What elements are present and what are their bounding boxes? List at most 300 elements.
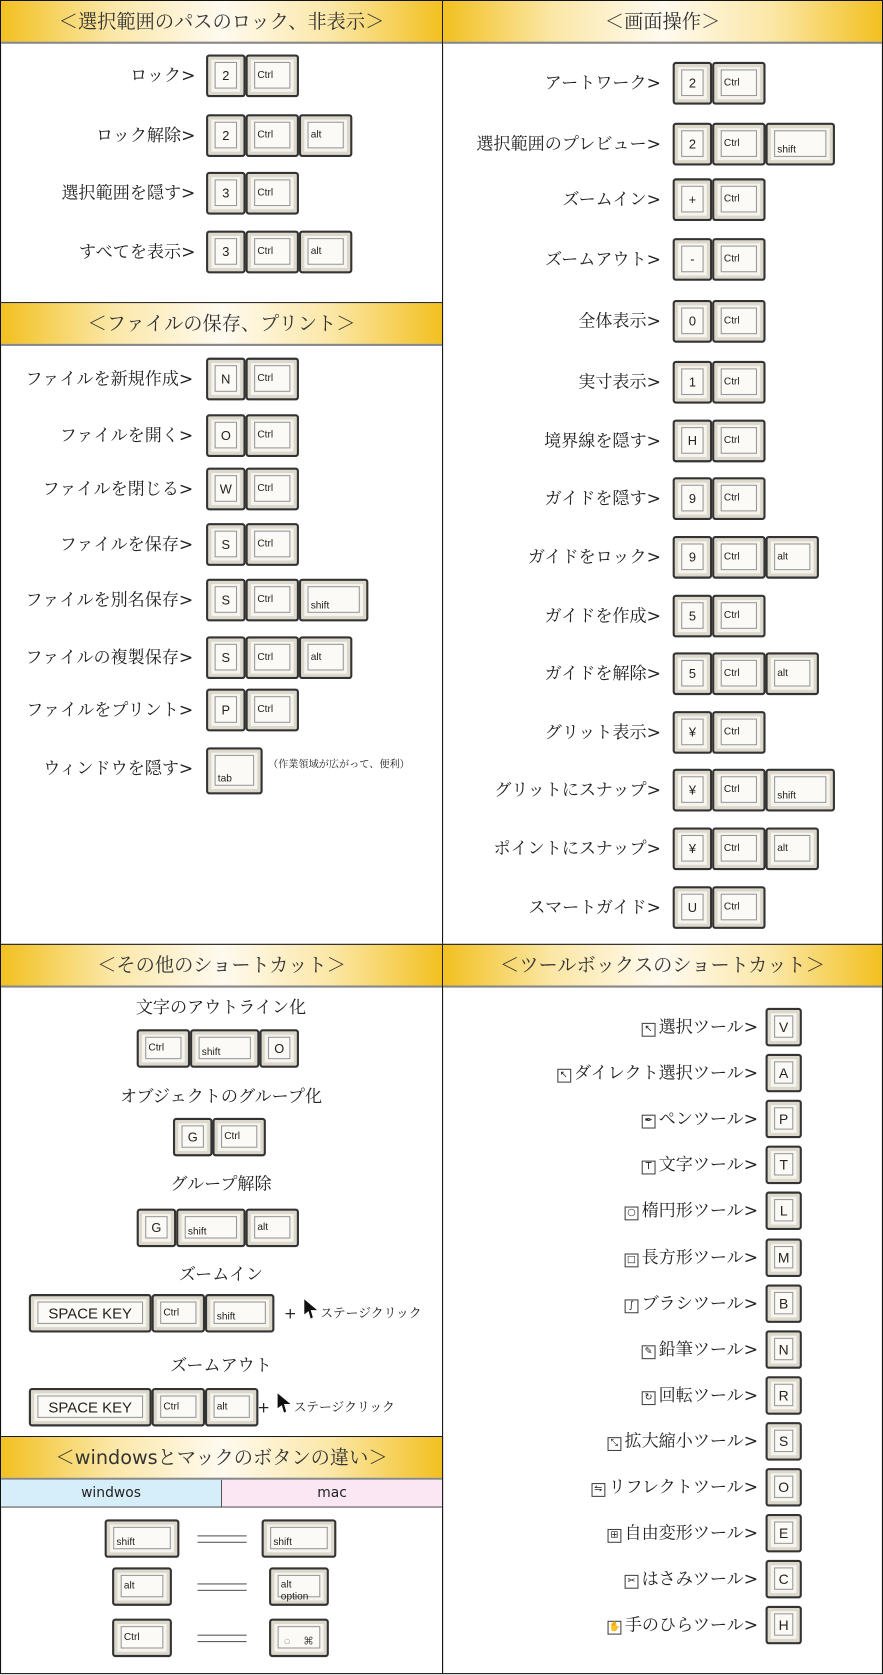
tool-label xyxy=(557,1062,758,1083)
tool-name: ペンツール> xyxy=(658,1108,759,1129)
key-o xyxy=(206,414,246,457)
key-combo xyxy=(29,1294,275,1332)
key-label: H xyxy=(778,1617,789,1634)
shortcut-label: ズームアウト> xyxy=(544,248,661,270)
key-shift xyxy=(262,1519,337,1557)
key-- xyxy=(673,769,713,812)
key-label: Ctrl xyxy=(163,1306,180,1319)
key-alt xyxy=(112,1567,172,1605)
key-label: shift xyxy=(777,790,796,802)
key-label: S xyxy=(779,1433,789,1450)
key-alt xyxy=(246,1209,299,1247)
key-ctrl xyxy=(246,231,299,274)
key-combo xyxy=(673,178,766,221)
key-label: Ctrl xyxy=(723,609,740,622)
tool-name: 選択ツール> xyxy=(658,1016,759,1037)
key-label: alt xyxy=(310,245,322,258)
tool-name: 長方形ツール> xyxy=(641,1246,759,1267)
key-- xyxy=(673,711,713,754)
hand-tool-icon: ✋ xyxy=(608,1621,622,1635)
key-a xyxy=(766,1054,802,1092)
key-ctrl xyxy=(246,358,299,401)
shortcut-label: ファイルを別名保存> xyxy=(25,589,194,610)
tool-key xyxy=(766,1054,802,1092)
key-2 xyxy=(673,62,713,105)
shortcut-label: スマートガイド> xyxy=(528,896,661,918)
key-2 xyxy=(673,123,713,166)
shortcut-label: ファイルを保存> xyxy=(59,533,194,555)
key-u xyxy=(673,886,713,929)
key-v xyxy=(766,1008,802,1046)
rectangle-tool-icon: □ xyxy=(625,1253,639,1267)
key-label: G xyxy=(151,1220,162,1236)
key-label: M xyxy=(777,1249,790,1266)
section-title: ＜選択範囲のパスのロック、非表示＞ xyxy=(1,1,442,44)
shortcut-label: ロック> xyxy=(130,65,196,86)
key-label: Ctrl xyxy=(163,1400,180,1413)
key-label: L xyxy=(779,1203,788,1220)
section-title: ＜ツールボックスのショートカット＞ xyxy=(443,945,882,988)
free-transform-tool-icon: ⊞ xyxy=(607,1529,621,1543)
key-label: P xyxy=(221,702,231,718)
shortcut-note: （作業領域が広がって、便利） xyxy=(267,759,410,771)
key-label: Ctrl xyxy=(723,375,740,388)
key-label: Ctrl xyxy=(257,245,274,258)
tool-name: はさみツール> xyxy=(641,1568,759,1589)
tool-key xyxy=(766,1238,802,1276)
command-icon: ⌘ xyxy=(303,1635,314,1648)
key-label: A xyxy=(779,1065,789,1082)
key-label: SPACE KEY xyxy=(48,1304,133,1322)
key-3 xyxy=(206,172,246,215)
tool-key xyxy=(766,1606,802,1644)
tool-name: リフレクトツール> xyxy=(608,1476,759,1497)
key-label: Ctrl xyxy=(257,538,274,550)
shortcut-label: ファイルを閉じる> xyxy=(42,478,194,499)
key-label: shift xyxy=(116,1536,135,1549)
rotate-tool-icon: ↻ xyxy=(642,1391,656,1405)
key-ctrl xyxy=(712,536,765,579)
key-label: 2 xyxy=(222,128,230,144)
key-combo xyxy=(673,477,766,520)
tool-label xyxy=(625,1293,759,1314)
section-title: ＜windowsとマックのボタンの違い＞ xyxy=(1,1437,442,1480)
key-label: ¥ xyxy=(688,782,696,798)
shortcut-label: 実寸表示> xyxy=(578,371,661,392)
tool-key xyxy=(766,1008,802,1046)
shortcut-label: ファイルをプリント> xyxy=(26,699,194,720)
tool-key xyxy=(766,1514,802,1552)
key-ctrl xyxy=(712,62,765,105)
key-combo xyxy=(206,231,352,274)
key-combo xyxy=(29,1388,259,1426)
key-space-key xyxy=(29,1388,152,1426)
key-c xyxy=(766,1560,802,1598)
key-ctrl xyxy=(212,1118,265,1156)
section-title: ＜ファイルの保存、プリント＞ xyxy=(1,303,442,346)
key-s xyxy=(766,1422,802,1460)
key-combo xyxy=(673,300,766,343)
key-l xyxy=(766,1192,802,1230)
key-combo xyxy=(206,468,299,511)
scale-tool-icon: ⤡ xyxy=(607,1437,621,1451)
key-t xyxy=(766,1146,802,1184)
cursor-icon xyxy=(303,1298,318,1324)
tool-label xyxy=(642,1339,758,1360)
key-label: Ctrl xyxy=(723,193,740,205)
key-label: Ctrl xyxy=(148,1042,165,1054)
key-label: Ctrl xyxy=(723,550,740,563)
key-combo xyxy=(206,358,299,401)
equals-sign xyxy=(198,1535,247,1542)
key-ctrl xyxy=(246,468,299,511)
key-ctrl xyxy=(246,579,299,622)
tool-key xyxy=(766,1284,802,1322)
key-5 xyxy=(673,595,713,638)
key-label: 2 xyxy=(688,75,696,91)
tool-name: ダイレクト選択ツール> xyxy=(573,1062,759,1083)
key-label: E xyxy=(779,1525,789,1542)
mac-column-header: mac xyxy=(222,1480,442,1508)
key-ctrl xyxy=(712,300,765,343)
brush-tool-icon: ∫ xyxy=(625,1299,639,1313)
shortcut-title: オブジェクトのグループ化 xyxy=(119,1085,323,1107)
key-9 xyxy=(673,477,713,520)
key-combo xyxy=(673,711,766,754)
key-s xyxy=(206,579,246,622)
key-o xyxy=(259,1029,299,1067)
key-label: Ctrl xyxy=(723,842,740,855)
shortcut-label: ファイルの複製保存> xyxy=(25,647,194,668)
key-label: Ctrl xyxy=(723,137,740,150)
key-e xyxy=(766,1514,802,1552)
key-combo xyxy=(673,420,766,463)
key-3 xyxy=(206,231,246,274)
key-label: alt xyxy=(777,550,789,563)
key-label: alt xyxy=(123,1580,135,1592)
scissors-tool-icon: ✂ xyxy=(625,1575,639,1589)
windows-key xyxy=(112,1567,172,1605)
key-combo xyxy=(673,769,835,812)
key-label: alt xyxy=(310,651,322,663)
key-label: O xyxy=(220,428,231,444)
ellipse-tool-icon: ○ xyxy=(625,1207,639,1221)
key-ctrl xyxy=(112,1619,172,1657)
tool-name: 楕円形ツール> xyxy=(641,1200,759,1221)
key-combo xyxy=(673,595,766,638)
shortcut-label: ファイルを新規作成> xyxy=(25,368,194,389)
key-combo xyxy=(206,579,368,622)
key-label: Ctrl xyxy=(723,901,740,913)
key-label: Ctrl xyxy=(723,667,740,680)
key-label: 5 xyxy=(688,666,696,682)
key-ctrl xyxy=(712,769,765,812)
key-ctrl xyxy=(137,1029,190,1067)
reflect-tool-icon: ⇋ xyxy=(591,1483,605,1497)
shortcut-label: 全体表示> xyxy=(578,310,661,331)
key-alt xyxy=(299,114,352,157)
key-ctrl xyxy=(246,523,299,566)
tool-name: ブラシツール> xyxy=(641,1292,759,1313)
shortcut-label: グリットにスナップ> xyxy=(494,779,661,800)
key-combo xyxy=(206,414,299,457)
key-label: Ctrl xyxy=(723,314,740,327)
key-label: Ctrl xyxy=(257,429,274,441)
section-title: ＜画面操作＞ xyxy=(443,1,882,44)
plus-sign: + xyxy=(257,1399,270,1417)
key-combo xyxy=(206,114,352,157)
key-label: N xyxy=(221,371,231,387)
key-label: R xyxy=(778,1387,789,1404)
key-label: 9 xyxy=(688,549,696,565)
key-ctrl xyxy=(246,54,299,97)
key-ctrl xyxy=(246,414,299,457)
key-label: Ctrl xyxy=(723,252,740,265)
key-label: alt xyxy=(257,1221,269,1234)
stage-click-label: ステージクリック xyxy=(293,1399,395,1415)
key-label: - xyxy=(690,251,695,267)
shortcut-label: ポイントにスナップ> xyxy=(493,838,661,859)
key-s xyxy=(206,636,246,679)
key-shift xyxy=(105,1519,180,1557)
key-label: shift xyxy=(201,1046,221,1059)
key-- xyxy=(673,178,713,221)
windows-key xyxy=(112,1619,172,1657)
key-- xyxy=(673,827,713,870)
key-label: V xyxy=(779,1019,789,1036)
key-label xyxy=(284,1636,314,1648)
key-combo xyxy=(206,54,299,97)
key-tab xyxy=(206,747,263,794)
key-label: alt xyxy=(777,667,789,680)
tool-label xyxy=(642,1385,758,1406)
key-ctrl xyxy=(712,420,765,463)
key-label: B xyxy=(779,1295,789,1312)
shortcut-label: グリット表示> xyxy=(544,721,661,743)
key-p xyxy=(766,1100,802,1138)
shortcut-title: ズームアウト xyxy=(170,1354,272,1376)
key-label: alt xyxy=(777,842,789,855)
key-shift xyxy=(299,579,368,622)
tool-key xyxy=(766,1146,802,1184)
key-5 xyxy=(673,652,713,695)
key-combo xyxy=(206,636,352,679)
key-label: Ctrl xyxy=(123,1631,140,1644)
key-shift xyxy=(766,123,835,166)
key-h xyxy=(673,420,713,463)
key-ctrl xyxy=(152,1388,205,1426)
tool-label xyxy=(625,1201,759,1222)
key-combo xyxy=(673,238,766,281)
tool-key xyxy=(766,1560,802,1598)
key-n xyxy=(766,1330,802,1368)
mac-key xyxy=(262,1519,337,1557)
selection-tool-icon: ↖ xyxy=(642,1023,656,1037)
key-h xyxy=(766,1606,802,1644)
key-alt xyxy=(299,636,352,679)
key-label: Ctrl xyxy=(723,434,740,447)
key-label: C xyxy=(778,1571,789,1588)
shortcut-label: ガイドを解除> xyxy=(544,663,661,684)
key-- xyxy=(673,238,713,281)
key-label: alt option xyxy=(280,1579,309,1603)
key-combo xyxy=(673,123,835,166)
shortcut-label: 境界線を隠す> xyxy=(544,430,661,451)
stage-click-label: ステージクリック xyxy=(320,1305,422,1321)
key-label: Ctrl xyxy=(257,129,274,141)
key-label: Ctrl xyxy=(257,703,274,716)
section-title: ＜その他のショートカット＞ xyxy=(1,945,442,988)
key-label: alt xyxy=(310,129,322,141)
shortcut-label: ガイドを作成> xyxy=(544,605,661,626)
key-alt xyxy=(766,652,819,695)
key-alt-option xyxy=(269,1567,329,1605)
key-label: W xyxy=(219,481,232,497)
tool-key xyxy=(766,1100,802,1138)
key-s xyxy=(206,523,246,566)
key-g xyxy=(173,1118,213,1156)
key-ctrl xyxy=(712,123,765,166)
key-combo xyxy=(137,1209,299,1247)
tool-label xyxy=(642,1108,758,1129)
shortcut-label: ガイドをロック> xyxy=(527,546,661,567)
key-shift xyxy=(205,1294,274,1332)
key-ctrl xyxy=(712,361,765,404)
key-label: ¥ xyxy=(688,724,696,740)
key-ctrl xyxy=(712,477,765,520)
pen-tool-icon: ✒ xyxy=(642,1115,656,1129)
shortcut-title: 文字のアウトライン化 xyxy=(135,997,307,1018)
equals-sign xyxy=(198,1635,247,1642)
key-label: alt xyxy=(216,1400,228,1413)
key-combo xyxy=(206,689,299,732)
tool-key xyxy=(766,1422,802,1460)
key-label: U xyxy=(687,900,698,916)
shortcut-label: アートワーク> xyxy=(544,72,661,93)
key-ctrl xyxy=(246,114,299,157)
key-ctrl xyxy=(712,178,765,221)
key-0 xyxy=(673,300,713,343)
apple-icon: ◌ xyxy=(284,1635,291,1648)
key-o xyxy=(766,1468,802,1506)
key-space-key xyxy=(29,1294,152,1332)
key-- xyxy=(269,1619,329,1657)
key-g xyxy=(137,1209,177,1247)
tool-name: 手のひらツール> xyxy=(624,1614,759,1635)
key-ctrl xyxy=(712,595,765,638)
key-label: P xyxy=(779,1111,789,1128)
key-p xyxy=(206,689,246,732)
key-label: Ctrl xyxy=(224,1130,240,1143)
tool-key xyxy=(766,1192,802,1230)
tool-name: 文字ツール> xyxy=(658,1154,759,1175)
key-alt xyxy=(299,231,352,274)
key-label: Ctrl xyxy=(723,76,740,89)
tool-name: 回転ツール> xyxy=(658,1384,759,1405)
key-label: Ctrl xyxy=(257,651,274,663)
tool-name: 自由変形ツール> xyxy=(624,1522,759,1543)
key-label: Ctrl xyxy=(257,593,274,606)
key-combo xyxy=(673,886,766,929)
shortcut-label: ウィンドウを隠す> xyxy=(43,758,194,779)
key-label: S xyxy=(221,537,231,553)
key-label: + xyxy=(688,192,697,208)
key-label: 3 xyxy=(222,185,230,201)
key-ctrl xyxy=(152,1294,205,1332)
key-ctrl xyxy=(246,172,299,215)
tool-label xyxy=(607,1523,758,1544)
key-2 xyxy=(206,114,246,157)
key-label: 5 xyxy=(688,608,696,624)
tool-label xyxy=(642,1016,758,1037)
tool-key xyxy=(766,1330,802,1368)
key-label: shift xyxy=(187,1225,207,1238)
key-label: shift xyxy=(310,600,330,612)
key-9 xyxy=(673,536,713,579)
key-combo xyxy=(206,523,299,566)
tool-label xyxy=(607,1431,758,1452)
key-label: Ctrl xyxy=(257,482,274,495)
key-2 xyxy=(206,54,246,97)
key-shift xyxy=(176,1209,245,1247)
key-label: S xyxy=(221,650,231,666)
tool-key xyxy=(766,1468,802,1506)
key-label: Ctrl xyxy=(257,186,274,199)
key-label: Ctrl xyxy=(257,69,274,82)
shortcut-label: 選択範囲を隠す> xyxy=(61,182,196,203)
key-label: Ctrl xyxy=(257,372,274,385)
shortcut-label: ガイドを隠す> xyxy=(544,487,661,509)
key-combo xyxy=(673,652,819,695)
key-combo xyxy=(206,747,263,794)
key-b xyxy=(766,1284,802,1322)
key-label: T xyxy=(779,1157,788,1174)
cursor-icon xyxy=(277,1392,292,1418)
key-r xyxy=(766,1376,802,1414)
key-label: S xyxy=(221,592,231,608)
tool-label xyxy=(591,1477,758,1498)
key-alt xyxy=(766,827,819,870)
tool-label xyxy=(625,1569,759,1590)
tool-label xyxy=(625,1247,759,1268)
key-label: SPACE KEY xyxy=(48,1398,133,1416)
key-label: 9 xyxy=(688,491,696,507)
key-label: tab xyxy=(217,773,232,785)
key-combo xyxy=(206,172,299,215)
type-tool-icon: T xyxy=(642,1161,656,1175)
key-label: shift xyxy=(216,1311,236,1323)
key-w xyxy=(206,468,246,511)
shortcut-title: グループ解除 xyxy=(170,1173,272,1194)
key-ctrl xyxy=(712,827,765,870)
pencil-tool-icon: ✎ xyxy=(642,1345,656,1359)
windows-key xyxy=(105,1519,180,1557)
key-label: 1 xyxy=(688,374,696,390)
tool-name: 拡大縮小ツール> xyxy=(624,1430,759,1451)
key-combo xyxy=(137,1029,299,1067)
key-ctrl xyxy=(712,652,765,695)
shortcut-label: ズームイン> xyxy=(562,188,661,210)
key-label: Ctrl xyxy=(723,492,740,504)
key-label: O xyxy=(778,1479,790,1496)
key-ctrl xyxy=(712,886,765,929)
key-shift xyxy=(766,769,835,812)
key-shift xyxy=(190,1029,259,1067)
plus-sign: + xyxy=(284,1305,297,1323)
key-label: 0 xyxy=(688,313,696,329)
key-alt xyxy=(205,1388,258,1426)
key-label: Ctrl xyxy=(723,783,740,796)
